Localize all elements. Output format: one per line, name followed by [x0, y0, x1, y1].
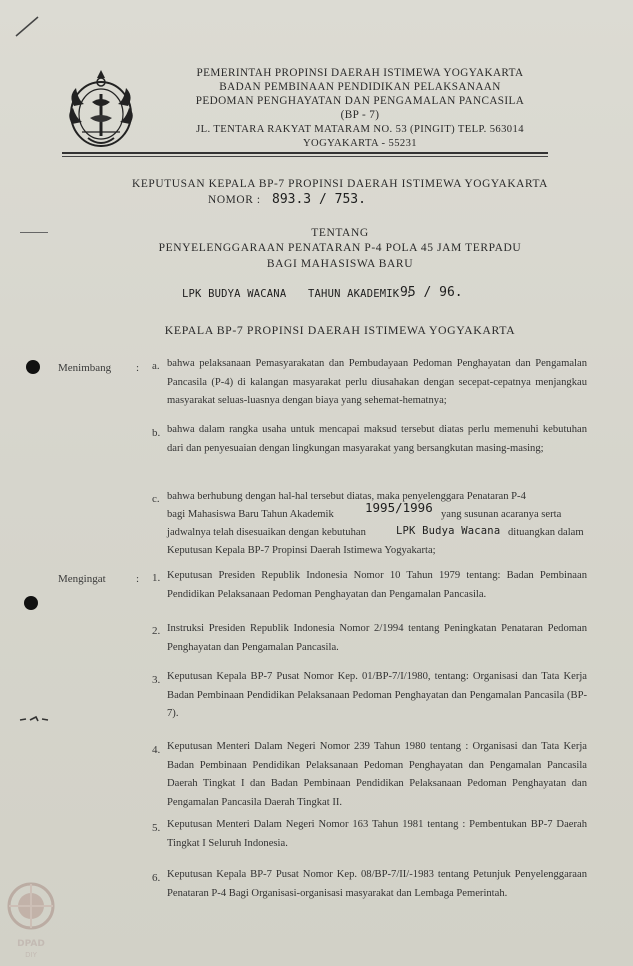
- archive-watermark-logo: [2, 872, 60, 962]
- considering-label: Menimbang: [58, 362, 112, 374]
- considering-text-a: bahwa pelaksanaan Pemasyarakatan dan Pembudayaan Pedoman Penghayatan dan Pengamalan Pancasila (P-4) di kalangan masyarakat perlu diusahakan dengan secepat-cepatnya menjangkau masyarakat seluas-luasnya dengan biaya yang sehemat-hematnya;: [167, 358, 587, 406]
- svg-text:DIY: DIY: [25, 951, 37, 959]
- recalling-num-1: 1.: [152, 572, 161, 584]
- recalling-text-1: Keputusan Presiden Republik Indonesia Nomor 10 Tahun 1979 tentang: Badan Pembinaan Pendidikan Pelaksanaan Pedoman Penghayatan dan Pengamalan Pancasila.: [167, 570, 587, 600]
- recalling-text-4: Keputusan Menteri Dalam Negeri Nomor 239 Tahun 1980 tentang : Organisasi dan Tata Kerja Badan Pembinaan Pendidikan Pelaksanaan Pedoman Penghayatan dan Pengamalan Pancasila Daerah Tingkat I dan Badan Pembinaan Pendidikan Pelaksanaan Pedoman Penghayatan dan Pengamalan Pancasila Daerah Tingkat II.: [167, 741, 587, 808]
- decree-number-label: NOMOR :: [208, 194, 261, 206]
- header-rule-thick: [62, 152, 548, 154]
- subject-line2: BAGI MAHASISWA BARU: [266, 258, 414, 270]
- considering-text-c-line3b: dituangkan dalam: [508, 527, 584, 538]
- agency-address: JL. TENTARA RAKYAT MATARAM NO. 53 (PINGIT) TELP. 563014: [196, 124, 524, 135]
- authority-heading: KEPALA BP-7 PROPINSI DAERAH ISTIMEWA YOGYAKARTA: [164, 323, 516, 337]
- about-label: TENTANG: [311, 227, 369, 239]
- svg-text:DPAD: DPAD: [17, 939, 45, 949]
- academic-year-value: 95 / 96.: [400, 285, 463, 300]
- considering-text-c-line3a: jadwalnya telah disesuaikan dengan kebutuhan: [167, 527, 366, 538]
- recalling-text-2: Instruksi Presiden Republik Indonesia Nomor 2/1994 tentang Peningkatan Penataran Pedoman Penghayatan dan Pengamalan Pancasila.: [167, 623, 587, 653]
- considering-handwritten-year: 1995/1996: [365, 500, 433, 515]
- recalling-num-3: 3.: [152, 674, 161, 686]
- considering-letter-a: a.: [152, 360, 160, 372]
- agency-name-line3: PEDOMAN PENGHAYATAN DAN PENGAMALAN PANCASILA: [195, 95, 525, 107]
- subject-line1: PENYELENGGARAAN PENATARAN P-4 POLA 45 JAM TERPADU: [158, 242, 522, 254]
- punch-hole-icon: [24, 596, 38, 610]
- agency-name-line2: BADAN PEMBINAAN PENDIDIKAN PELAKSANAAN: [219, 81, 501, 93]
- considering-letter-c: c.: [152, 493, 160, 505]
- header-rule-thin: [62, 156, 548, 157]
- considering-text-c-line2b: yang susunan acaranya serta: [441, 509, 562, 520]
- recalling-colon: :: [136, 573, 140, 585]
- considering-letter-b: b.: [152, 427, 161, 439]
- pen-mark-icon: [12, 14, 42, 40]
- punch-hole-icon: [26, 360, 40, 374]
- agency-abbrev: (BP - 7): [340, 109, 380, 121]
- decree-title: KEPUTUSAN KEPALA BP-7 PROPINSI DAERAH ISTIMEWA YOGYAKARTA: [132, 178, 548, 190]
- considering-text-c-line2a: bagi Mahasiswa Baru Tahun Akademik: [167, 509, 334, 520]
- considering-text-c-line1: bahwa berhubung dengan hal-hal tersebut diatas, maka penyelenggara Penataran P-4: [167, 491, 526, 502]
- considering-typed-institution: LPK Budya Wacana: [396, 525, 501, 537]
- recalling-num-2: 2.: [152, 625, 161, 637]
- decree-number-value: 893.3 / 753.: [272, 192, 366, 207]
- margin-scribble-icon: [18, 714, 50, 724]
- recalling-label: Mengingat: [58, 573, 106, 585]
- agency-city: YOGYAKARTA - 55231: [302, 138, 417, 149]
- considering-colon: :: [136, 362, 140, 374]
- margin-tick: [20, 232, 48, 233]
- recalling-text-3: Keputusan Kepala BP-7 Pusat Nomor Kep. 01/BP-7/I/1980, tentang: Organisasi dan Tata Kerja Badan Pembinaan Pendidikan Pelaksanaan Pedoman Penghayatan dan Pengamalan Pancasila (BP-7).: [167, 671, 587, 719]
- provincial-emblem-icon: [64, 66, 138, 152]
- recalling-text-6: Keputusan Kepala BP-7 Pusat Nomor Kep. 08/BP-7/II/-1983 tentang Petunjuk Penyelenggaraan Penataran P-4 Bagi Organisasi-organisasi masyarakat dan Lembaga Pemerintah.: [167, 869, 587, 899]
- academic-year-label: TAHUN AKADEMIK :: [308, 288, 413, 300]
- recalling-num-6: 6.: [152, 872, 161, 884]
- agency-name-line1: PEMERINTAH PROPINSI DAERAH ISTIMEWA YOGYAKARTA: [196, 67, 524, 79]
- recalling-num-5: 5.: [152, 822, 161, 834]
- considering-text-c-line4: Keputusan Kepala BP-7 Propinsi Daerah Istimewa Yogyakarta;: [167, 545, 436, 556]
- recalling-text-5: Keputusan Menteri Dalam Negeri Nomor 163 Tahun 1981 tentang : Pembentukan BP-7 Daerah Tingkat I Seluruh Indonesia.: [167, 819, 587, 849]
- recalling-num-4: 4.: [152, 744, 161, 756]
- considering-text-b: bahwa dalam rangka usaha untuk mencapai maksud tersebut diatas perlu memenuhi kebutuhan dari dan penyesuaian dengan lingkungan masyarakat yang bersangkutan masing-masing;: [167, 424, 587, 454]
- institution-name: LPK BUDYA WACANA: [182, 288, 287, 300]
